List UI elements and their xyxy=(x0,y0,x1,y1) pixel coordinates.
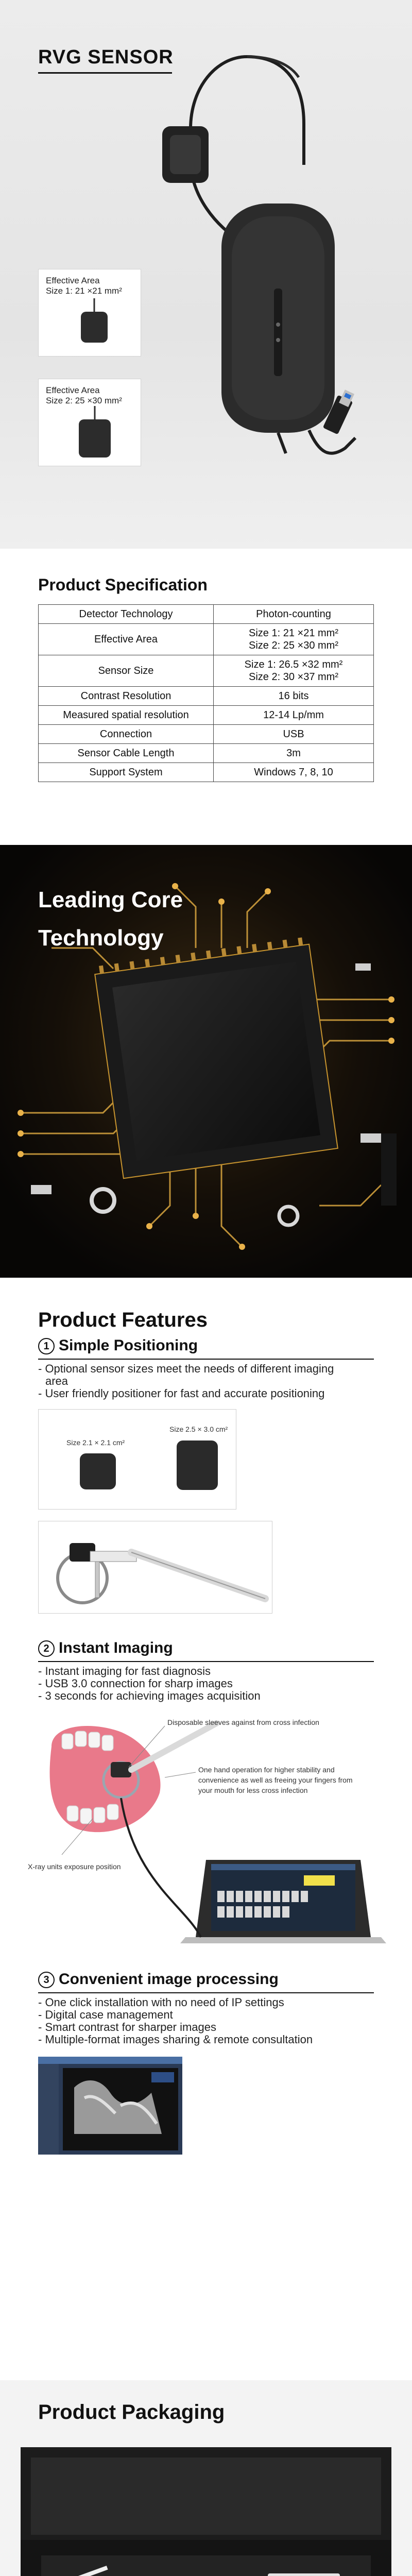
spec-value xyxy=(214,744,374,763)
positioner-panel xyxy=(38,1521,272,1614)
spec-value-line: Size 2: 25 ×30 mm² xyxy=(249,640,338,651)
feature-title: Convenient image processing xyxy=(59,1971,279,1988)
effective-area-card-1 xyxy=(38,269,141,357)
spec-label: Measured spatial resolution xyxy=(39,706,214,725)
feature-title: Instant Imaging xyxy=(59,1639,173,1656)
bullet-item: - USB 3.0 connection for sharp images xyxy=(38,1677,233,1690)
spec-row xyxy=(39,605,374,624)
feature-divider xyxy=(38,1359,374,1360)
spec-value-line: Size 1: 26.5 ×32 mm² xyxy=(244,659,343,670)
bullet-item: - Smart contrast for sharper images xyxy=(38,2021,217,2033)
spec-value xyxy=(214,763,374,782)
spec-value xyxy=(214,725,374,744)
spec-value-line: 12-14 Lp/mm xyxy=(263,709,324,721)
feature-1-bullets xyxy=(38,1363,357,1400)
core-technology-section xyxy=(0,845,412,1278)
spec-row xyxy=(39,744,374,763)
bullet-item: - Digital case management xyxy=(38,2008,173,2021)
sleeve-note: Disposable sleeves against from cross infection xyxy=(167,1718,319,1726)
spec-label: Contrast Resolution xyxy=(39,687,214,706)
card-label: Effective Area xyxy=(46,276,100,285)
spec-value xyxy=(214,706,374,725)
card-size: Size 2: 25 ×30 mm² xyxy=(46,396,122,405)
spec-title: Product Specification xyxy=(38,575,208,594)
spec-row xyxy=(39,624,374,655)
feature-number: 3 xyxy=(38,1972,55,1988)
small-sensor-icon xyxy=(80,1453,116,1489)
spec-value xyxy=(214,624,374,655)
spec-row xyxy=(39,763,374,782)
feature-2-bullets xyxy=(38,1665,357,1702)
feature-title: Simple Positioning xyxy=(59,1337,198,1354)
spec-row xyxy=(39,655,374,687)
spec-value xyxy=(214,655,374,687)
bullet-item: - Multiple-format images sharing & remote consultation xyxy=(38,2033,313,2046)
bullet-item: - Optional sensor sizes meet the needs of different imaging xyxy=(38,1362,334,1375)
feature-divider xyxy=(38,1992,374,1993)
size-1-label: Size 2.1 × 2.1 cm² xyxy=(66,1438,125,1447)
positioner-image xyxy=(39,1521,273,1614)
spec-value-line: 16 bits xyxy=(278,690,309,702)
feature-number: 1 xyxy=(38,1338,55,1354)
sensor-size-panel xyxy=(38,1409,236,1510)
card-label: Effective Area xyxy=(46,385,100,395)
features-title: Product Features xyxy=(38,1309,208,1331)
spec-label: Detector Technology xyxy=(39,605,214,624)
spec-value-line: Photon-counting xyxy=(256,608,331,620)
spec-label: Connection xyxy=(39,725,214,744)
bullet-item: - One click installation with no need of IP settings xyxy=(38,1996,284,2009)
spec-label: Sensor Size xyxy=(39,655,214,687)
instant-imaging-illustration xyxy=(31,1710,402,1953)
small-sensor-icon xyxy=(81,312,108,343)
size-2-label: Size 2.5 × 3.0 cm² xyxy=(169,1425,228,1433)
spec-value-line: Size 2: 30 ×37 mm² xyxy=(249,671,338,683)
spec-row xyxy=(39,706,374,725)
core-title-line2: Technology xyxy=(38,925,164,951)
feature-1-heading xyxy=(38,1337,198,1354)
spec-value-line: 3m xyxy=(286,748,301,759)
hero-section xyxy=(0,0,412,549)
open-box-image xyxy=(0,2437,412,2576)
spec-value xyxy=(214,687,374,706)
spec-row xyxy=(39,725,374,744)
feature-divider xyxy=(38,1661,374,1662)
packaging-section xyxy=(0,2380,412,2576)
spec-row xyxy=(39,687,374,706)
bullet-item: - 3 seconds for achieving images acquisition xyxy=(38,1689,261,1702)
spec-label: Effective Area xyxy=(39,624,214,655)
bullet-item: - Instant imaging for fast diagnosis xyxy=(38,1665,211,1677)
card-size: Size 1: 21 ×21 mm² xyxy=(46,286,122,296)
packaging-title: Product Packaging xyxy=(38,2401,225,2424)
effective-area-card-2 xyxy=(38,379,141,466)
large-sensor-icon xyxy=(177,1440,218,1490)
core-title-line1: Leading Core xyxy=(38,887,183,912)
spec-label: Support System xyxy=(39,763,214,782)
spec-value-line: Windows 7, 8, 10 xyxy=(254,767,333,778)
core-title xyxy=(38,881,183,957)
spec-value-line: Size 1: 21 ×21 mm² xyxy=(249,628,338,639)
bullet-item: - User friendly positioner for fast and accurate positioning xyxy=(38,1387,325,1400)
specification-section xyxy=(0,549,412,845)
spec-value-line: USB xyxy=(283,728,304,740)
feature-3-bullets xyxy=(38,1996,357,2046)
feature-2-heading xyxy=(38,1639,173,1657)
bullet-item: area xyxy=(45,1375,68,1387)
one-hand-note: One hand operation for higher stability and convenience as well as freeing your fingers from your mouth for less cross infection xyxy=(198,1766,353,1794)
spec-table xyxy=(38,604,374,782)
software-screenshot xyxy=(38,2057,182,2155)
large-sensor-icon xyxy=(79,419,111,457)
features-section xyxy=(0,1278,412,2380)
hero-title: RVG SENSOR xyxy=(38,46,174,68)
exposure-note: X-ray units exposure position xyxy=(28,1862,121,1871)
spec-value xyxy=(214,605,374,624)
feature-number: 2 xyxy=(38,1640,55,1657)
feature-3-heading xyxy=(38,1971,279,1988)
spec-label: Sensor Cable Length xyxy=(39,744,214,763)
